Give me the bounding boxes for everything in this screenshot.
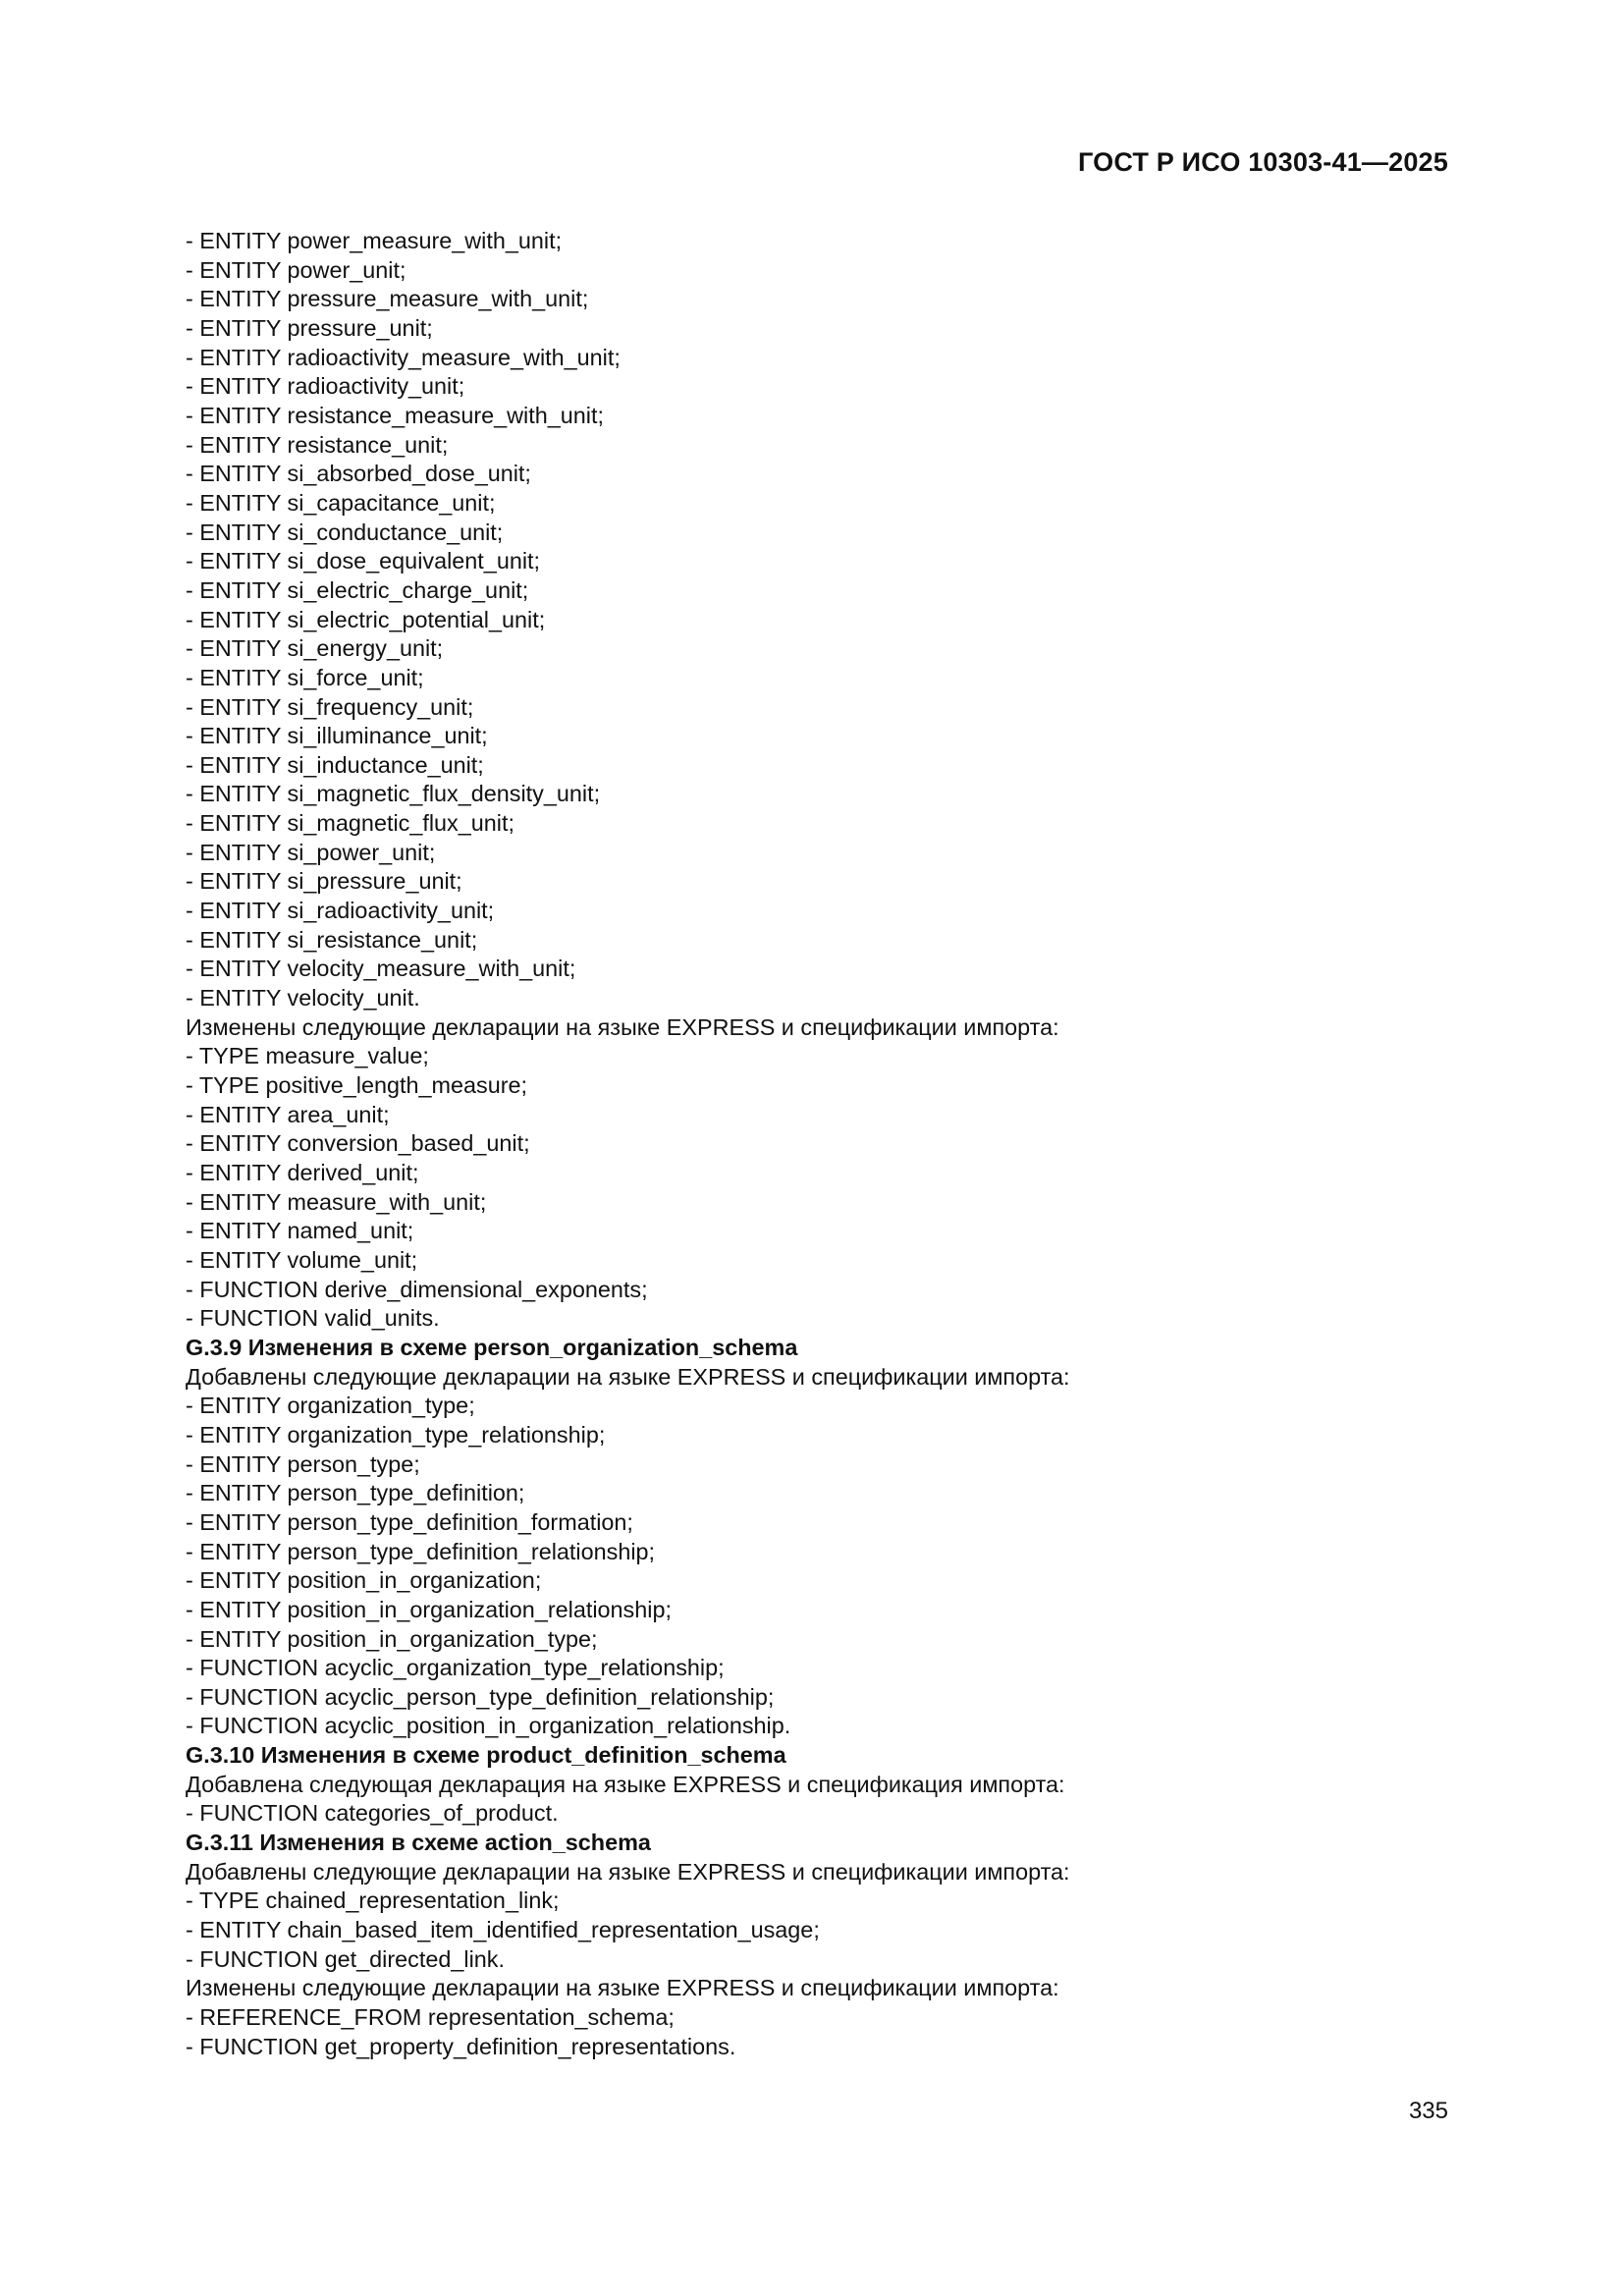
list-item: - ENTITY derived_unit;	[186, 1160, 419, 1185]
list-item: - ENTITY si_electric_potential_unit;	[186, 606, 546, 632]
list-item: - ENTITY radioactivity_unit;	[186, 373, 465, 400]
list-item: - ENTITY si_inductance_unit;	[186, 751, 484, 778]
list-item: - TYPE measure_value;	[186, 1043, 429, 1069]
list-item: - ENTITY person_type;	[186, 1450, 420, 1477]
list-item: - ENTITY si_force_unit;	[186, 664, 424, 690]
list-item: - ENTITY si_electric_charge_unit;	[186, 576, 529, 603]
list-item: - ENTITY position_in_organization_type;	[186, 1625, 598, 1652]
list-item: - FUNCTION valid_units.	[186, 1305, 440, 1332]
list-item: - ENTITY velocity_measure_with_unit;	[186, 956, 576, 982]
list-item: - ENTITY person_type_definition_relationship;	[186, 1538, 656, 1564]
list-item: - ENTITY si_dose_equivalent_unit;	[186, 548, 541, 574]
list-item: - FUNCTION get_directed_link.	[186, 1945, 505, 1972]
list-item: - FUNCTION get_property_definition_representations.	[186, 2033, 736, 2059]
page-number: 335	[1408, 2098, 1448, 2124]
list-item: - ENTITY si_resistance_unit;	[186, 926, 478, 953]
paragraph-text: Изменены следующие декларации на языке EXPRESS и спецификации импорта:	[186, 1013, 1059, 1040]
list-item: - ENTITY power_measure_with_unit;	[186, 228, 563, 253]
list-item: - ENTITY si_power_unit;	[186, 839, 436, 865]
list-item: - ENTITY area_unit;	[186, 1101, 390, 1127]
list-item: - ENTITY person_type_definition;	[186, 1480, 525, 1506]
section-heading: G.3.9 Изменения в схеме person_organization_schema	[186, 1334, 798, 1360]
list-item: - ENTITY si_conductance_unit;	[186, 519, 504, 545]
list-item: - ENTITY radioactivity_measure_with_unit;	[186, 344, 621, 370]
list-item: - ENTITY si_capacitance_unit;	[186, 489, 496, 516]
list-item: - FUNCTION derive_dimensional_exponents;	[186, 1276, 648, 1302]
list-item: - FUNCTION acyclic_organization_type_relationship;	[186, 1655, 725, 1681]
list-item: - ENTITY si_absorbed_dose_unit;	[186, 461, 531, 487]
list-item: - ENTITY si_magnetic_flux_density_unit;	[186, 781, 601, 807]
document-header: ГОСТ Р ИСО 10303-41—2025	[1078, 147, 1448, 177]
list-item: - ENTITY power_unit;	[186, 256, 406, 283]
list-item: - ENTITY organization_type_relationship;	[186, 1421, 606, 1448]
list-item: - ENTITY si_illuminance_unit;	[186, 723, 488, 749]
list-item: - ENTITY si_frequency_unit;	[186, 693, 474, 720]
list-item: - ENTITY position_in_organization;	[186, 1567, 542, 1594]
list-item: - TYPE chained_representation_link;	[186, 1887, 560, 1914]
list-item: - ENTITY velocity_unit.	[186, 985, 420, 1011]
list-item: - ENTITY si_energy_unit;	[186, 635, 444, 662]
list-item: - FUNCTION acyclic_position_in_organization_relationship.	[186, 1713, 791, 1739]
paragraph-text: Добавлена следующая декларация на языке EXPRESS и спецификация импорта:	[186, 1771, 1065, 1797]
list-item: - ENTITY position_in_organization_relationship;	[186, 1596, 672, 1622]
list-item: - ENTITY si_magnetic_flux_unit;	[186, 810, 514, 837]
list-item: - ENTITY chain_based_item_identified_representation_usage;	[186, 1917, 820, 1943]
list-item: - ENTITY resistance_measure_with_unit;	[186, 402, 604, 428]
section-heading: G.3.10 Изменения в схеме product_definition_schema	[186, 1742, 786, 1769]
list-item: - TYPE positive_length_measure;	[186, 1072, 528, 1099]
list-item: - ENTITY organization_type;	[186, 1393, 475, 1419]
list-item: - ENTITY si_pressure_unit;	[186, 868, 462, 895]
list-item: - ENTITY pressure_unit;	[186, 314, 433, 341]
paragraph-text: Добавлены следующие декларации на языке EXPRESS и спецификации импорта:	[186, 1858, 1070, 1885]
list-item: - ENTITY measure_with_unit;	[186, 1188, 487, 1215]
list-item: - ENTITY pressure_measure_with_unit;	[186, 286, 589, 312]
paragraph-text: Добавлены следующие декларации на языке EXPRESS и спецификации импорта:	[186, 1363, 1070, 1390]
paragraph-text: Изменены следующие декларации на языке EXPRESS и спецификации импорта:	[186, 1975, 1059, 2001]
list-item: - ENTITY volume_unit;	[186, 1246, 418, 1273]
list-item: - ENTITY named_unit;	[186, 1218, 414, 1244]
list-item: - REFERENCE_FROM representation_schema;	[186, 2004, 675, 2031]
list-item: - ENTITY person_type_definition_formation;	[186, 1508, 633, 1535]
list-item: - ENTITY si_radioactivity_unit;	[186, 898, 495, 924]
list-item: - ENTITY resistance_unit;	[186, 431, 449, 458]
list-item: - FUNCTION categories_of_product.	[186, 1800, 559, 1827]
list-item: - FUNCTION acyclic_person_type_definition_relationship;	[186, 1683, 775, 1710]
section-heading: G.3.11 Изменения в схеме action_schema	[186, 1830, 651, 1856]
list-item: - ENTITY conversion_based_unit;	[186, 1130, 530, 1157]
document-body	[186, 227, 1452, 2061]
